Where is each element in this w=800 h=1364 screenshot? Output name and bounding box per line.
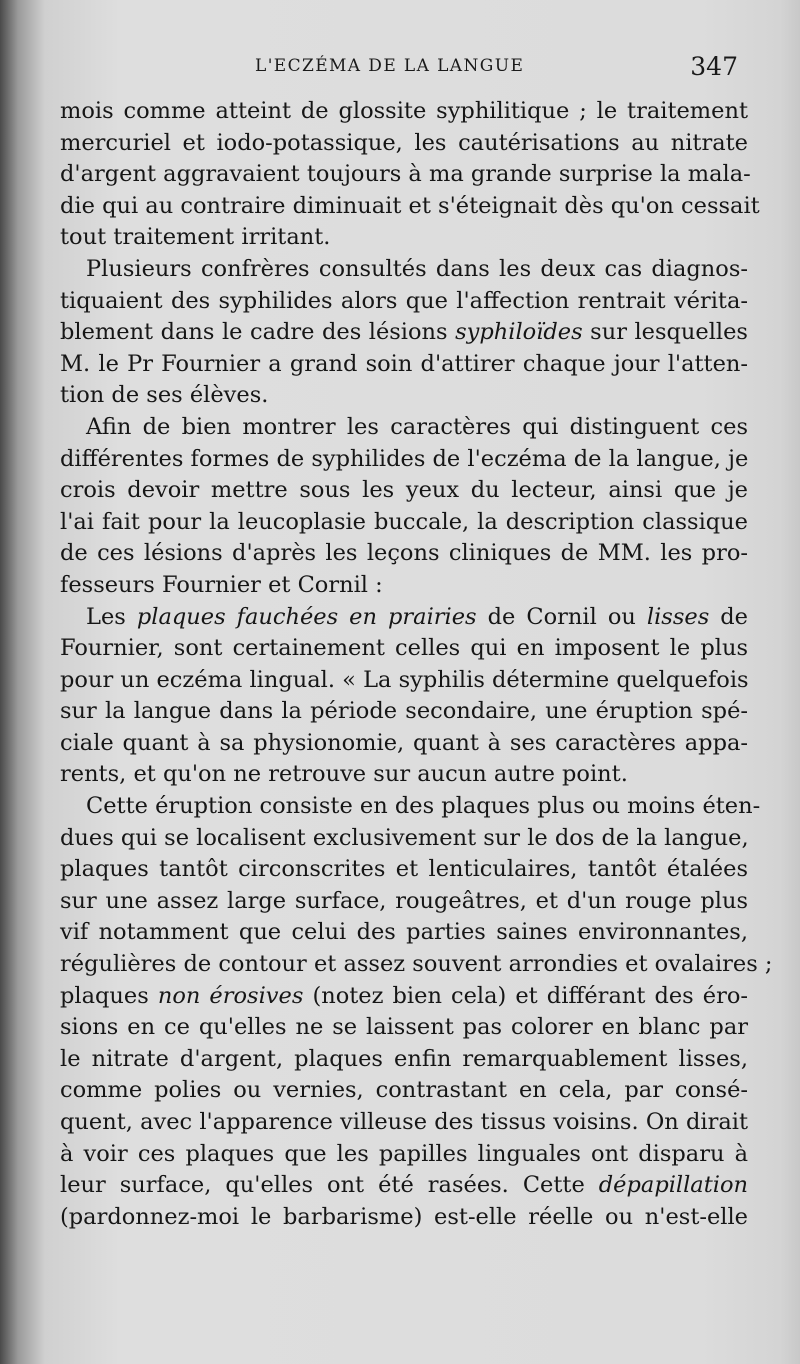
text-line xyxy=(60,917,748,949)
text-segment: Plusieurs confrères consultés dans les deux cas diagnos- xyxy=(86,255,748,282)
text-segment: die qui au contraire diminuait et s'éteignait dès qu'on cessait xyxy=(60,192,760,219)
text-segment: dues qui se localisent exclusivement sur le dos de la langue, xyxy=(60,824,749,851)
text-line xyxy=(60,949,773,981)
text-line xyxy=(60,507,748,539)
text-line xyxy=(60,222,748,254)
text-segment: régulières de contour et assez souvent arrondies et ovalaires ; xyxy=(60,951,773,978)
text-segment: sur lesquelles xyxy=(582,319,748,346)
text-line xyxy=(60,728,748,760)
text-segment: de Cornil ou xyxy=(476,603,647,630)
text-line xyxy=(60,759,748,791)
italic-segment: lisses xyxy=(646,603,710,630)
text-segment: sions en ce qu'elles ne se laissent pas colorer en blanc par xyxy=(60,1014,748,1041)
text-segment: mois comme atteint de glossite syphilitique ; le traitement xyxy=(60,98,748,124)
text-segment: tout traitement irritant. xyxy=(60,224,331,251)
text-segment: tion de ses élèves. xyxy=(60,382,269,409)
text-segment: (notez bien cela) et différant des éro- xyxy=(303,982,749,1009)
running-title: L'ECZÉMA DE LA LANGUE xyxy=(255,56,525,76)
italic-segment: dépapillation xyxy=(598,1172,748,1199)
text-line xyxy=(60,128,748,160)
body-text xyxy=(60,96,773,1233)
text-line xyxy=(60,475,748,507)
text-segment: d'argent aggravaient toujours à ma grande surprise la mala- xyxy=(60,161,751,188)
text-line xyxy=(60,538,748,570)
text-segment: crois devoir mettre sous les yeux du lecteur, ainsi que je xyxy=(60,477,748,504)
text-line xyxy=(60,286,748,318)
text-line xyxy=(60,254,748,286)
text-line xyxy=(60,317,748,349)
text-segment: le nitrate d'argent, plaques enfin remarquablement lisses, xyxy=(60,1045,748,1072)
text-segment: plaques xyxy=(60,982,158,1009)
text-line xyxy=(60,823,748,855)
text-line xyxy=(60,1044,748,1076)
text-line xyxy=(60,602,748,634)
text-segment: blement dans le cadre des lésions xyxy=(60,319,456,346)
text-line xyxy=(60,981,748,1013)
text-line xyxy=(60,633,748,665)
text-line xyxy=(60,1107,748,1139)
text-segment: différentes formes de syphilides de l'eczéma de la langue, je xyxy=(60,445,749,472)
text-segment: sur une assez large surface, rougeâtres, et d'un rouge plus xyxy=(60,887,748,914)
text-line xyxy=(60,96,748,128)
text-segment: à voir ces plaques que les papilles linguales ont disparu à xyxy=(60,1140,748,1167)
text-line xyxy=(60,1139,748,1171)
text-segment: rents, et qu'on ne retrouve sur aucun autre point. xyxy=(60,761,628,788)
text-segment: M. le Pr Fournier a grand soin d'attirer chaque jour l'atten- xyxy=(60,350,748,377)
text-segment: Cette éruption consiste en des plaques plus ou moins éten- xyxy=(86,793,761,820)
text-segment: de ces lésions d'après les leçons cliniques de MM. les pro- xyxy=(60,540,748,567)
text-segment: vif notamment que celui des parties saines environnantes, xyxy=(60,919,748,946)
text-segment: leur surface, qu'elles ont été rasées. Cette xyxy=(60,1172,599,1199)
text-line xyxy=(60,191,760,223)
text-segment: Les xyxy=(86,603,137,630)
text-line xyxy=(60,886,748,918)
text-segment: (pardonnez-moi le barbarisme) est-elle réelle ou n'est-elle xyxy=(60,1203,748,1230)
text-line xyxy=(60,1012,748,1044)
text-line xyxy=(60,380,748,412)
text-line xyxy=(60,1202,748,1234)
text-line xyxy=(60,1170,748,1202)
italic-segment: plaques fauchées en prairies xyxy=(136,603,477,630)
text-segment: sur la langue dans la période secondaire, une éruption spé- xyxy=(60,698,748,725)
text-line xyxy=(60,791,761,823)
text-segment: de xyxy=(709,603,748,630)
text-segment: Afin de bien montrer les caractères qui distinguent ces xyxy=(86,413,748,440)
text-segment: quent, avec l'apparence villeuse des tissus voisins. On dirait xyxy=(60,1109,748,1135)
page-number: 347 xyxy=(690,52,738,81)
text-line xyxy=(60,570,748,602)
text-line xyxy=(60,665,748,697)
page-header xyxy=(62,50,742,90)
text-line xyxy=(60,349,748,381)
italic-segment: syphiloïdes xyxy=(455,319,583,346)
text-segment: Fournier, sont certainement celles qui en imposent le plus xyxy=(60,635,748,662)
text-segment: ciale quant à sa physionomie, quant à ses caractères appa- xyxy=(60,729,748,756)
text-line xyxy=(60,696,748,728)
text-segment: pour un eczéma lingual. « La syphilis détermine quelquefois xyxy=(60,666,749,693)
text-line xyxy=(60,854,748,886)
text-segment: fesseurs Fournier et Cornil : xyxy=(60,571,383,598)
text-line xyxy=(60,1075,748,1107)
text-line xyxy=(60,159,751,191)
text-segment: plaques tantôt circonscrites et lenticulaires, tantôt étalées xyxy=(60,856,748,883)
italic-segment: non érosives xyxy=(157,982,304,1009)
text-segment: comme polies ou vernies, contrastant en cela, par consé- xyxy=(60,1077,748,1104)
text-line xyxy=(60,444,748,476)
text-segment: mercuriel et iodo-potassique, les cautérisations au nitrate xyxy=(60,129,748,156)
text-segment: l'ai fait pour la leucoplasie buccale, la description classique xyxy=(60,508,748,535)
text-line xyxy=(60,412,748,444)
text-segment: tiquaient des syphilides alors que l'affection rentrait vérita- xyxy=(60,287,748,314)
